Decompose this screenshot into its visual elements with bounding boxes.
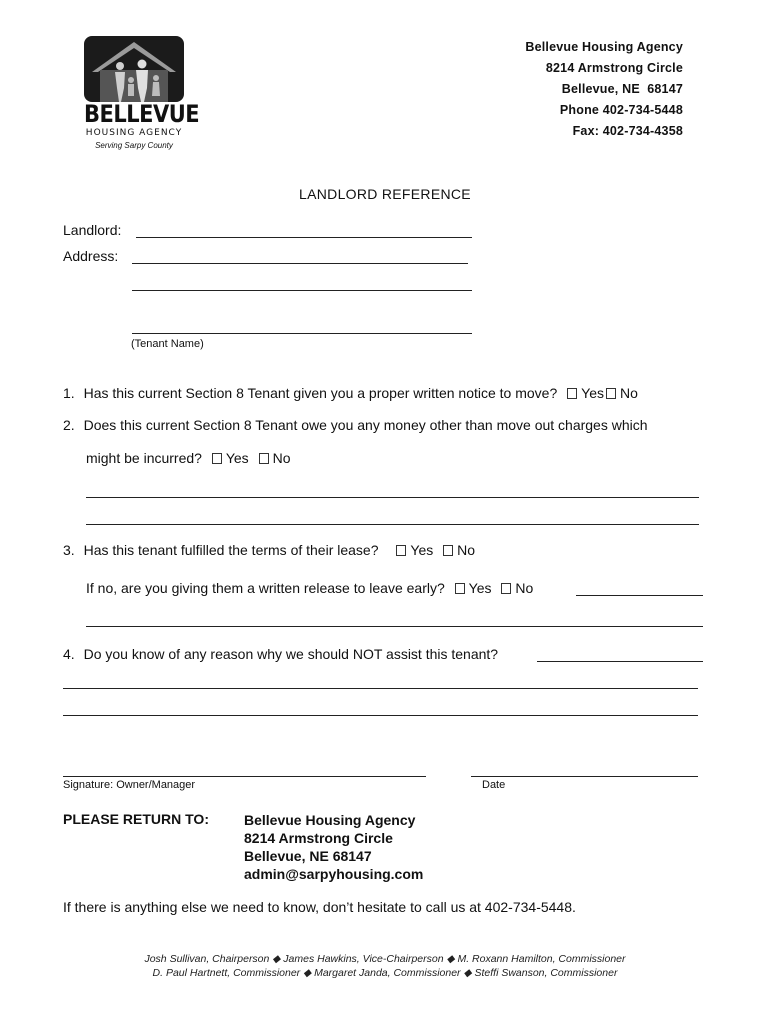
q3-no-label: No (457, 542, 476, 558)
header-city: Bellevue, NE 68147 (561, 82, 683, 96)
header-fax: Fax: 402-734-4358 (572, 124, 683, 138)
q2-yes-checkbox[interactable] (212, 453, 222, 464)
header-phone: Phone 402-734-5448 (559, 103, 683, 117)
page-title: LANDLORD REFERENCE (299, 186, 471, 202)
logo-subtitle: HOUSING AGENCY (85, 128, 183, 138)
q2-answer-line2[interactable] (86, 524, 699, 525)
question-2 (63, 417, 648, 433)
question-3-followup (86, 580, 533, 596)
return-email: admin@sarpyhousing.com (244, 866, 424, 882)
q3-no-checkbox[interactable] (443, 545, 453, 556)
q3b-no-checkbox[interactable] (501, 583, 511, 594)
q1-number: 1. (63, 385, 75, 401)
q3b-no-label: No (515, 580, 534, 596)
q2-no-checkbox[interactable] (259, 453, 269, 464)
q1-no-checkbox[interactable] (606, 388, 616, 399)
q2-number: 2. (63, 417, 75, 433)
house-family-icon (84, 36, 184, 102)
footer-line1: Josh Sullivan, Chairperson ◆ James Hawkins, Vice-Chairperson ◆ M. Roxann Hamilton, Commissioner (144, 953, 626, 965)
return-line1: Bellevue Housing Agency (244, 812, 416, 828)
q1-yes-label: Yes (581, 385, 604, 401)
q2-yes-label: Yes (225, 450, 249, 466)
return-line3: Bellevue, NE 68147 (244, 848, 372, 864)
address-field-line1[interactable] (132, 263, 468, 264)
address-label: Address: (63, 248, 119, 264)
landlord-field[interactable] (136, 237, 472, 238)
return-to-label: PLEASE RETURN TO: (63, 811, 209, 827)
closing-text: If there is anything else we need to know, don’t hesitate to call us at 402-734-5448. (63, 899, 576, 915)
q4-field[interactable] (537, 661, 703, 662)
q3b-yes-label: Yes (468, 580, 492, 596)
header-agency: Bellevue Housing Agency (525, 40, 683, 54)
question-1 (63, 385, 638, 401)
agency-logo (84, 36, 200, 154)
q1-text: Has this current Section 8 Tenant given you a proper written notice to move? (83, 385, 558, 401)
q3-answer-line[interactable] (86, 626, 703, 627)
q2-text-line1: Does this current Section 8 Tenant owe you any money other than move out charges which (83, 417, 648, 433)
tenant-name-field[interactable] (132, 333, 472, 334)
landlord-label: Landlord: (63, 222, 122, 238)
q3-yes-checkbox[interactable] (396, 545, 406, 556)
footer-line2: D. Paul Hartnett, Commissioner ◆ Margaret Janda, Commissioner ◆ Steffi Swanson, Commissioner (152, 967, 618, 979)
return-address (244, 811, 423, 883)
q2-text-line2: might be incurred? (86, 450, 202, 466)
address-field-line2[interactable] (132, 290, 472, 291)
question-2-cont (86, 450, 290, 466)
logo-name: BELLEVUE (84, 100, 200, 128)
tenant-name-label: (Tenant Name) (131, 338, 204, 350)
q3-text: Has this tenant fulfilled the terms of their lease? (83, 542, 379, 558)
q3-yes-label: Yes (410, 542, 434, 558)
question-3 (63, 542, 475, 558)
q2-no-label: No (272, 450, 291, 466)
q1-no-label: No (619, 385, 638, 401)
q3-followup-field[interactable] (576, 595, 703, 596)
q4-answer-line1[interactable] (63, 688, 698, 689)
date-field[interactable] (471, 776, 698, 777)
question-4 (63, 646, 498, 662)
q1-yes-checkbox[interactable] (567, 388, 577, 399)
return-line2: 8214 Armstrong Circle (244, 830, 393, 846)
signature-label: Signature: Owner/Manager (63, 779, 196, 791)
q4-text: Do you know of any reason why we should NOT assist this tenant? (83, 646, 499, 662)
header-street: 8214 Armstrong Circle (545, 61, 683, 75)
q3-followup-text: If no, are you giving them a written release to leave early? (86, 580, 445, 596)
q3-number: 3. (63, 542, 75, 558)
logo-tagline: Serving Sarpy County (95, 141, 173, 150)
date-label: Date (482, 779, 506, 791)
q2-answer-line1[interactable] (86, 497, 699, 498)
q4-answer-line2[interactable] (63, 715, 698, 716)
q3b-yes-checkbox[interactable] (455, 583, 465, 594)
signature-field[interactable] (63, 776, 426, 777)
q4-number: 4. (63, 646, 75, 662)
